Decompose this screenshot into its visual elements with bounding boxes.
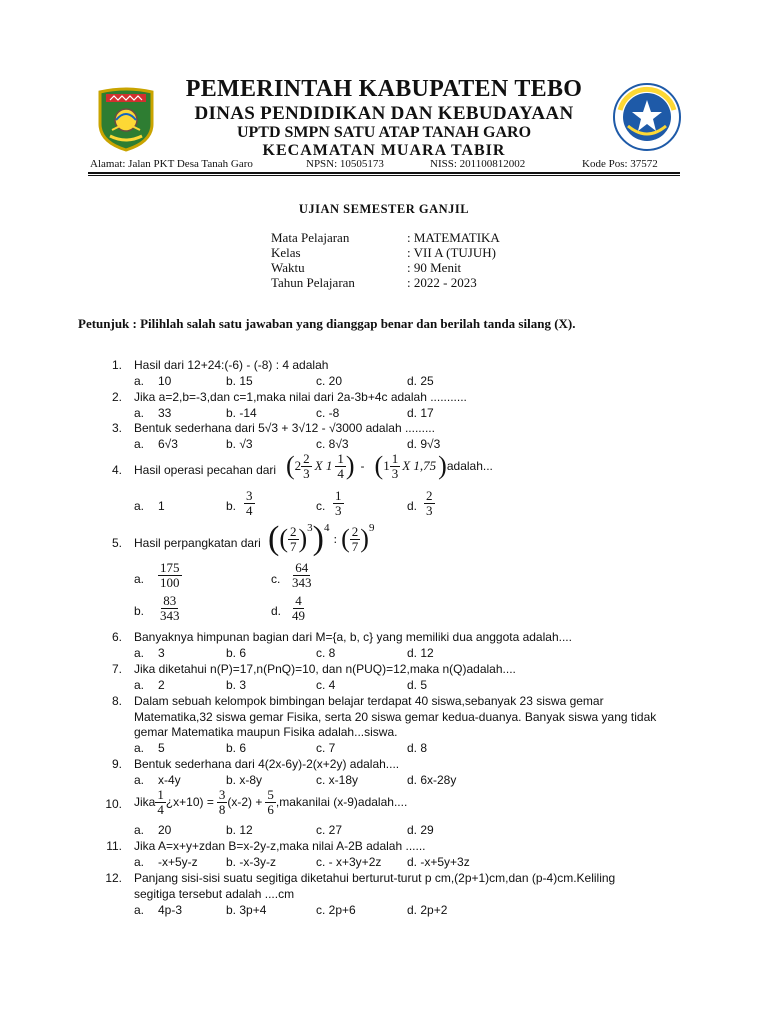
option: b. √3 xyxy=(226,437,253,451)
question-text: Bentuk sederhana dari 5√3 + 3√12 - √3000 adalah ......... xyxy=(134,421,435,435)
option-letter: d. xyxy=(271,604,282,618)
option: d. 25 xyxy=(407,374,434,388)
header-department: DINAS PENDIDIKAN DAN KEBUDAYAAN xyxy=(194,103,574,124)
option: c. 2p+6 xyxy=(316,903,356,917)
option-value: 4p-3 xyxy=(158,903,183,917)
option: d. 2p+2 xyxy=(407,903,448,917)
option-letter: a. xyxy=(134,823,145,837)
info-value-year: : 2022 - 2023 xyxy=(407,275,477,290)
fraction-expression: ( 2 $\frac{2}{3}$ X 1 $\frac{1}{4}$ ) - ( 1 $\frac{1}{3}$ X 1,75 ) adalah... xyxy=(286,451,493,481)
option-value: 6√3 xyxy=(158,437,178,451)
option: c. 8 xyxy=(316,646,336,660)
question-text-line: Dalam sebuah kelompok bimbingan belajar terdapat 40 siswa,sebanyak 23 siswa gemar xyxy=(134,694,604,708)
info-label-subject: Mata Pelajaran xyxy=(271,230,350,245)
fraction: $\frac{1}{4}$ xyxy=(337,451,344,481)
question-number: 1. xyxy=(111,358,122,372)
question-text-line: segitiga tersebut adalah ....cm xyxy=(134,887,295,901)
header-divider-thin xyxy=(88,175,680,176)
fraction-option: $\frac{64}{343}$ xyxy=(292,560,312,590)
info-label-time: Waktu xyxy=(271,260,305,275)
fraction: $\frac{1}{3}$ xyxy=(391,451,399,481)
fraction: $\frac{5}{6}$ xyxy=(267,787,274,817)
option-letter: a. xyxy=(134,406,145,420)
question-number: 5. xyxy=(111,536,122,550)
option-letter: c. xyxy=(316,499,326,513)
option: d. 29 xyxy=(407,823,434,837)
option: d. -x+5y+3z xyxy=(407,855,470,869)
option-letter: a. xyxy=(134,773,145,787)
question-text: Bentuk sederhana dari 4(2x-6y)-2(x+2y) adalah.... xyxy=(134,757,400,771)
question-number: 4. xyxy=(111,463,122,477)
question-number: 11. xyxy=(106,839,122,853)
option: d. 17 xyxy=(407,406,434,420)
option: c. 20 xyxy=(316,374,343,388)
power-expression: ( ( $\frac{2}{7}$ ) $^3$ ) $^4$ : ( $\frac{2}{7}$ ) $^9$ xyxy=(268,520,375,557)
option: b. -x-3y-z xyxy=(226,855,277,869)
option: c. x-18y xyxy=(316,773,359,787)
fraction: $\frac{2}{7}$ xyxy=(290,523,297,554)
option: c. 27 xyxy=(316,823,343,837)
postal-code: Kode Pos: 37572 xyxy=(582,158,658,170)
question-text: (x-2) + xyxy=(227,795,263,810)
question-text-line: Panjang sisi-sisi suatu segitiga diketahui berturut-turut p cm,(2p+1)cm,dan (p-4)cm.Keliling xyxy=(134,871,616,885)
instructions: Petunjuk : Pilihlah salah satu jawaban yang dianggap benar dan berilah tanda silang (X). xyxy=(78,316,576,331)
option-value: 5 xyxy=(158,741,165,755)
option-value: 3 xyxy=(158,646,165,660)
option-value: 20 xyxy=(158,823,172,837)
fraction-option: $\frac{175}{100}$ xyxy=(160,560,180,590)
option: b. 3 xyxy=(226,678,247,692)
exponent: 9 xyxy=(368,522,375,534)
info-value-class: : VII A (TUJUH) xyxy=(407,245,496,260)
question-text: Banyaknya himpunan bagian dari M={a, b, c} yang memiliki dua anggota adalah.... xyxy=(134,630,572,644)
option-value: 10 xyxy=(158,374,172,388)
option-letter: a. xyxy=(134,855,145,869)
fraction: $\frac{1}{4}$ xyxy=(157,787,164,817)
question-text-end: adalah... xyxy=(446,459,493,474)
option: b. -14 xyxy=(226,406,257,420)
header-district: KECAMATAN MUARA TABIR xyxy=(262,142,506,159)
question-text-line: gemar Matematika maupun Fisika adalah...siswa. xyxy=(134,725,398,739)
option-letter: a. xyxy=(134,903,145,917)
option-letter: a. xyxy=(134,437,145,451)
whole-number: 2 xyxy=(294,458,302,474)
option: b. 3p+4 xyxy=(226,903,267,917)
operator: X 1,75 xyxy=(402,458,437,474)
info-label-class: Kelas xyxy=(271,245,301,260)
question-text: Jika a=2,b=-3,dan c=1,maka nilai dari 2a-3b+4c adalah ........... xyxy=(134,390,467,404)
option: b. 6 xyxy=(226,646,247,660)
question-text: Hasil perpangkatan dari xyxy=(134,536,261,550)
option-letter: c. xyxy=(271,572,281,586)
question-text-line: Matematika,32 siswa gemar Fisika, serta 20 siswa gemar kedua-duanya. Banyak siswa yang tidak xyxy=(134,710,657,724)
question-number: 9. xyxy=(111,757,122,771)
option-letter: a. xyxy=(134,374,145,388)
option-letter: a. xyxy=(134,572,145,586)
fraction-option: $\frac{1}{3}$ xyxy=(335,488,342,518)
npsn: NPSN: 10505173 xyxy=(306,158,384,170)
question-number: 7. xyxy=(111,662,122,676)
niss: NISS: 201100812002 xyxy=(430,158,526,170)
exponent: 4 xyxy=(324,522,330,534)
question-expression xyxy=(134,788,407,816)
fraction-option: $\frac{3}{4}$ xyxy=(246,488,253,518)
option: d. 12 xyxy=(407,646,434,660)
question-text: Jika A=x+y+zdan B=x-2y-z,maka nilai A-2B adalah ...... xyxy=(134,839,426,853)
question-text: Jika diketahui n(P)=17,n(PnQ)=10, dan n(PUQ)=12,maka n(Q)adalah.... xyxy=(134,662,516,676)
fraction-option: $\frac{83}{343}$ xyxy=(160,593,180,623)
fraction: $\frac{3}{8}$ xyxy=(218,787,226,817)
option: c. - x+3y+2z xyxy=(316,855,382,869)
question-number: 10. xyxy=(105,797,122,811)
header-school: UPTD SMPN SATU ATAP TANAH GARO xyxy=(236,124,532,141)
question-text: Jika xyxy=(134,795,156,810)
option: d. 6x-28y xyxy=(407,773,457,787)
operator: X 1 xyxy=(314,458,333,474)
question-text: Hasil dari 12+24:(-6) - (-8) : 4 adalah xyxy=(134,358,329,372)
option-letter: d. xyxy=(407,499,418,513)
option: b. 6 xyxy=(226,741,247,755)
whole-number: 1 xyxy=(383,458,390,474)
option-letter: a. xyxy=(134,678,145,692)
minus-sign: - xyxy=(360,459,365,474)
option-value: x-4y xyxy=(158,773,181,787)
info-label-year: Tahun Pelajaran xyxy=(271,275,355,290)
header-government: PEMERINTAH KABUPATEN TEBO xyxy=(185,76,583,102)
option: d. 8 xyxy=(407,741,428,755)
option: b. x-8y xyxy=(226,773,263,787)
question-text: ¿x+10) = xyxy=(165,795,214,810)
option: d. 9√3 xyxy=(407,437,441,451)
question-number: 2. xyxy=(111,390,122,404)
question-text: ,makanilai (x-9)adalah.... xyxy=(275,795,408,810)
option: c. 7 xyxy=(316,741,336,755)
option-value: 1 xyxy=(158,499,165,513)
option-letter: a. xyxy=(134,741,145,755)
question-text: Hasil operasi pecahan dari xyxy=(134,463,277,477)
option-letter: a. xyxy=(134,499,145,513)
question-number: 12. xyxy=(105,871,122,885)
header-divider xyxy=(88,172,680,174)
option-value: 33 xyxy=(158,406,172,420)
address: Alamat: Jalan PKT Desa Tanah Garo xyxy=(90,158,253,170)
option-letter: a. xyxy=(134,646,145,660)
exponent: 3 xyxy=(307,522,313,534)
colon: : xyxy=(333,531,338,546)
info-value-subject: : MATEMATIKA xyxy=(407,230,500,245)
option-value: -x+5y-z xyxy=(158,855,198,869)
fraction-option: $\frac{2}{3}$ xyxy=(426,488,433,518)
question-number: 3. xyxy=(111,421,122,435)
info-value-time: : 90 Menit xyxy=(407,260,462,275)
exam-title: UJIAN SEMESTER GANJIL xyxy=(298,202,470,216)
question-number: 8. xyxy=(111,694,122,708)
fraction: $\frac{2}{3}$ xyxy=(303,451,310,481)
option: b. 12 xyxy=(226,823,253,837)
option: d. 5 xyxy=(407,678,428,692)
option: c. 4 xyxy=(316,678,336,692)
option-letter: b. xyxy=(226,499,237,513)
option-value: 2 xyxy=(158,678,165,692)
option: c. -8 xyxy=(316,406,340,420)
question-number: 6. xyxy=(111,630,122,644)
fraction: $\frac{2}{7}$ xyxy=(351,523,359,554)
option-letter: b. xyxy=(134,604,145,618)
fraction-option: $\frac{4}{49}$ xyxy=(292,593,305,623)
option: c. 8√3 xyxy=(316,437,349,451)
option: b. 15 xyxy=(226,374,253,388)
